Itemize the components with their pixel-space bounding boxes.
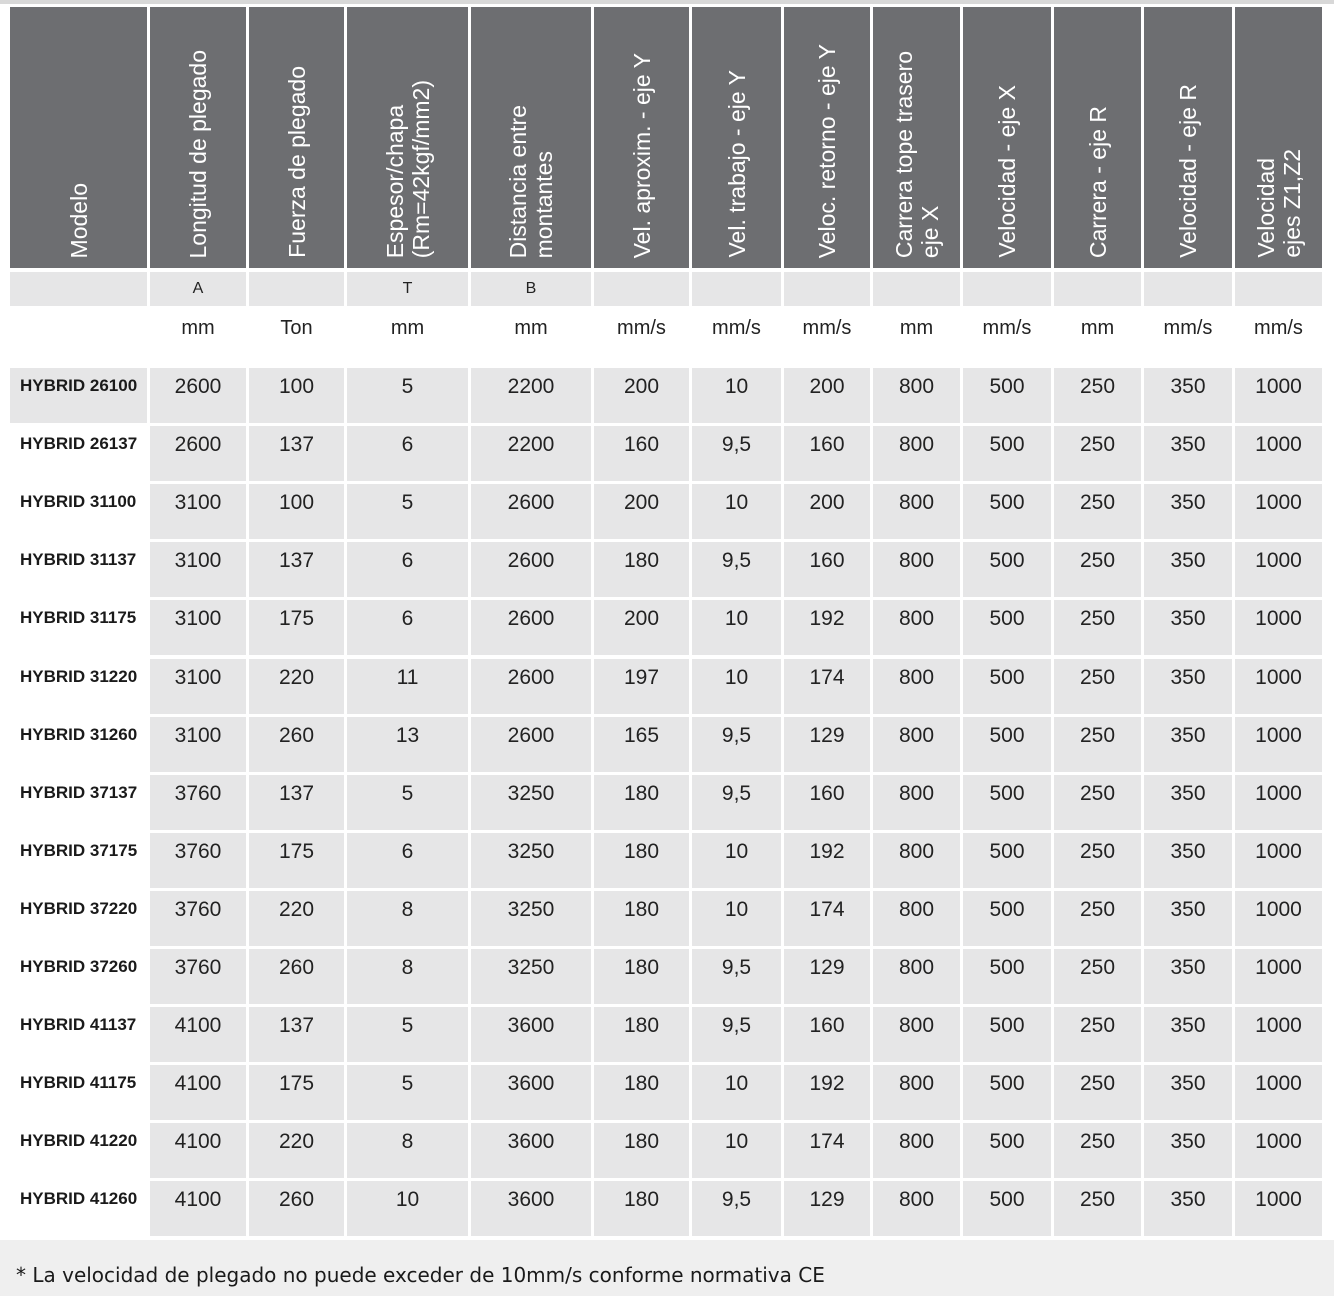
table-cell: 2600 [150,426,246,481]
table-cell: 192 [784,833,870,888]
table-cell: 250 [1054,368,1141,423]
table-cell: 9,5 [692,542,781,597]
table-cell: 192 [784,600,870,655]
table-cell: 1000 [1235,1181,1322,1236]
table-cell: 1000 [1235,368,1322,423]
table-cell: 500 [963,368,1051,423]
table-cell: 175 [249,833,344,888]
table-cell: 500 [963,659,1051,714]
column-header-label: Espesor/chapa (Rm=42kgf/mm2) [381,79,434,258]
table-cell: 137 [249,1007,344,1062]
column-header [963,7,1051,268]
column-header-label: Carrera tope trasero eje X [890,50,943,258]
table-cell: 3250 [471,833,591,888]
column-header [249,7,344,268]
table-cell: 137 [249,775,344,830]
table-cell: 180 [594,1123,689,1178]
table-cell: 800 [873,484,960,539]
table-cell: 250 [1054,949,1141,1004]
table-cell: 250 [1054,1065,1141,1120]
table-cell: 10 [692,600,781,655]
dimension-letter-cell [873,272,960,306]
column-header-label: Veloc. retorno - eje Y [814,43,840,258]
table-cell: 5 [347,368,468,423]
table-cell: 3250 [471,775,591,830]
table-cell: 1000 [1235,484,1322,539]
table-cell: 4100 [150,1065,246,1120]
table-cell: 4100 [150,1007,246,1062]
table-cell: 9,5 [692,1007,781,1062]
unit-cell: mm/s [802,316,852,339]
dimension-letter-cell [1054,272,1141,306]
unit-cell: mm [181,316,215,339]
table-cell: 500 [963,949,1051,1004]
table-cell: 180 [594,775,689,830]
table-cell: 800 [873,1065,960,1120]
table-cell: 2600 [471,659,591,714]
table-cell: 175 [249,600,344,655]
table-cell: 5 [347,775,468,830]
table-cell: 197 [594,659,689,714]
table-cell: 175 [249,1065,344,1120]
model-name: HYBRID 41175 [20,1073,137,1092]
table-cell: 800 [873,426,960,481]
model-name: HYBRID 31260 [20,725,138,744]
table-cell: 800 [873,1007,960,1062]
table-cell: 800 [873,1181,960,1236]
dimension-letter-cell [1235,272,1322,306]
table-cell: 180 [594,1007,689,1062]
table-cell: 3250 [471,891,591,946]
table-cell: 260 [249,717,344,772]
table-cell: 5 [347,484,468,539]
table-cell: 250 [1054,600,1141,655]
unit-cell: mm/s [1254,316,1303,339]
column-header [10,7,147,268]
table-cell: 4100 [150,1181,246,1236]
table-cell: 2600 [471,484,591,539]
table-cell: 3250 [471,949,591,1004]
column-header-label: Velocidad - eje R [1175,84,1201,258]
table-cell: 11 [347,659,468,714]
table-cell: 350 [1144,775,1232,830]
table-cell: 137 [249,542,344,597]
table-cell: 500 [963,1065,1051,1120]
table-cell: 6 [347,600,468,655]
table-cell: 250 [1054,833,1141,888]
table-cell: 350 [1144,426,1232,481]
table-cell: 350 [1144,717,1232,772]
table-cell: 350 [1144,659,1232,714]
dimension-letter-cell [594,272,689,306]
column-header-label: Fuerza de plegado [283,66,310,258]
table-cell: 2200 [471,426,591,481]
table-cell: 250 [1054,542,1141,597]
column-header [471,7,591,268]
table-cell: 3760 [150,775,246,830]
table-cell: 180 [594,949,689,1004]
table-cell: 220 [249,891,344,946]
table-cell: 500 [963,833,1051,888]
column-header [784,7,870,268]
table-cell: 500 [963,542,1051,597]
table-cell: 129 [784,717,870,772]
unit-cell: mm [514,316,548,339]
table-cell: 1000 [1235,775,1322,830]
table-cell: 250 [1054,1181,1141,1236]
table-cell: 2600 [471,542,591,597]
table-cell: 250 [1054,891,1141,946]
table-cell: 200 [784,368,870,423]
table-cell: 8 [347,1123,468,1178]
table-cell: 350 [1144,891,1232,946]
table-cell: 350 [1144,368,1232,423]
table-cell: 500 [963,717,1051,772]
table-cell: 250 [1054,717,1141,772]
model-name: HYBRID 41220 [20,1131,138,1150]
model-name: HYBRID 37260 [20,957,138,976]
table-cell: 5 [347,1007,468,1062]
table-cell: 10 [347,1181,468,1236]
table-cell: 4100 [150,1123,246,1178]
table-cell: 129 [784,949,870,1004]
table-cell: 180 [594,891,689,946]
unit-cell: mm/s [712,316,761,339]
table-cell: 250 [1054,484,1141,539]
table-cell: 250 [1054,1007,1141,1062]
table-cell: 250 [1054,775,1141,830]
table-cell: 350 [1144,1065,1232,1120]
table-cell: 9,5 [692,717,781,772]
table-cell: 160 [784,542,870,597]
table-cell: 10 [692,891,781,946]
table-cell: 220 [249,659,344,714]
table-cell: 250 [1054,426,1141,481]
column-header [150,7,246,268]
table-cell: 10 [692,1123,781,1178]
unit-cell: mm/s [617,316,666,339]
table-cell: 260 [249,1181,344,1236]
model-name: HYBRID 26137 [20,434,138,453]
table-cell: 200 [594,484,689,539]
table-cell: 1000 [1235,717,1322,772]
table-cell: 9,5 [692,426,781,481]
column-header-label: Velocidad ejes Z1,Z2 [1252,149,1305,258]
column-header [347,7,468,268]
dimension-letter-cell [249,272,344,306]
column-header [1144,7,1232,268]
table-cell: 6 [347,542,468,597]
table-cell: 10 [692,833,781,888]
table-cell: 100 [249,484,344,539]
table-cell: 1000 [1235,891,1322,946]
table-cell: 1000 [1235,659,1322,714]
table-cell: 800 [873,949,960,1004]
table-cell: 3100 [150,659,246,714]
top-rule [0,0,1334,4]
table-cell: 2200 [471,368,591,423]
column-header-label: Distancia entre montantes [505,104,557,258]
column-header [873,7,960,268]
table-cell: 137 [249,426,344,481]
unit-cell: mm/s [1163,316,1213,339]
table-cell: 2600 [150,368,246,423]
table-cell: 800 [873,659,960,714]
table-cell: 1000 [1235,949,1322,1004]
table-cell: 1000 [1235,1065,1322,1120]
table-cell: 160 [594,426,689,481]
table-cell: 180 [594,1065,689,1120]
column-header [1235,7,1322,268]
table-cell: 1000 [1235,1007,1322,1062]
model-name: HYBRID 26100 [10,368,147,423]
table-cell: 800 [873,833,960,888]
column-header [1054,7,1141,268]
table-cell: 350 [1144,1007,1232,1062]
dimension-letter-cell: A [150,272,246,306]
table-cell: 9,5 [692,1181,781,1236]
column-header-label: Carrera - eje R [1084,105,1111,258]
dimension-letter-cell [692,272,781,306]
table-cell: 350 [1144,949,1232,1004]
unit-cell: mm [390,316,425,339]
table-cell: 192 [784,1065,870,1120]
column-header [594,7,689,268]
table-cell: 250 [1054,659,1141,714]
table-cell: 6 [347,833,468,888]
table-cell: 800 [873,1123,960,1178]
table-cell: 500 [963,426,1051,481]
table-cell: 500 [963,1123,1051,1178]
dimension-letter-cell: B [471,272,591,306]
table-cell: 250 [1054,1123,1141,1178]
model-name: HYBRID 37137 [20,783,138,802]
table-cell: 160 [784,426,870,481]
table-cell: 1000 [1235,833,1322,888]
table-cell: 3100 [150,542,246,597]
table-cell: 800 [873,600,960,655]
model-name: HYBRID 37220 [20,899,138,918]
column-header-label: Vel. trabajo - eje Y [723,70,750,258]
table-cell: 3760 [150,891,246,946]
table-cell: 500 [963,484,1051,539]
table-cell: 3100 [150,600,246,655]
table-cell: 165 [594,717,689,772]
model-name: HYBRID 31175 [20,608,137,627]
table-cell: 10 [692,368,781,423]
column-header-label: Longitud de plegado [185,49,211,258]
unit-cell [10,310,147,346]
table-cell: 1000 [1235,542,1322,597]
column-header-label: Modelo [65,182,92,258]
table-cell: 174 [784,891,870,946]
unit-cell: mm/s [982,316,1032,339]
model-name: HYBRID 41260 [20,1189,138,1208]
table-cell: 174 [784,1123,870,1178]
table-cell: 260 [249,949,344,1004]
table-cell: 350 [1144,1123,1232,1178]
table-cell: 3600 [471,1007,591,1062]
table-cell: 3760 [150,949,246,1004]
table-cell: 6 [347,426,468,481]
dimension-letter-cell [784,272,870,306]
table-cell: 500 [963,600,1051,655]
table-cell: 9,5 [692,775,781,830]
dimension-letter-cell [1144,272,1232,306]
table-cell: 129 [784,1181,870,1236]
table-cell: 5 [347,1065,468,1120]
table-cell: 180 [594,1181,689,1236]
dimension-letter-cell: T [347,272,468,306]
table-cell: 200 [784,484,870,539]
table-cell: 500 [963,775,1051,830]
dimension-letter-cell [10,272,147,306]
table-cell: 3100 [150,484,246,539]
table-cell: 1000 [1235,600,1322,655]
dimension-letter-cell [963,272,1051,306]
table-cell: 8 [347,891,468,946]
unit-cell: mm [1080,316,1115,339]
table-cell: 10 [692,659,781,714]
table-cell: 10 [692,1065,781,1120]
table-cell: 3760 [150,833,246,888]
table-cell: 350 [1144,542,1232,597]
model-name: HYBRID 31100 [20,492,137,511]
table-cell: 1000 [1235,426,1322,481]
table-cell: 2600 [471,717,591,772]
table-cell: 180 [594,833,689,888]
model-name: HYBRID 31137 [20,550,137,569]
table-cell: 350 [1144,833,1232,888]
table-cell: 1000 [1235,1123,1322,1178]
model-name: HYBRID 37175 [20,841,138,860]
table-cell: 800 [873,717,960,772]
table-cell: 3600 [471,1065,591,1120]
table-cell: 3600 [471,1123,591,1178]
footnote: * La velocidad de plegado no puede exceder de 10mm/s conforme normativa CE [16,1263,825,1287]
table-cell: 500 [963,891,1051,946]
table-cell: 174 [784,659,870,714]
table-cell: 10 [692,484,781,539]
table-cell: 350 [1144,484,1232,539]
column-header-label: Velocidad - eje X [994,85,1020,258]
table-cell: 100 [249,368,344,423]
table-cell: 800 [873,775,960,830]
table-cell: 160 [784,775,870,830]
table-cell: 220 [249,1123,344,1178]
table-cell: 3600 [471,1181,591,1236]
table-cell: 3100 [150,717,246,772]
table-cell: 8 [347,949,468,1004]
model-name: HYBRID 31220 [20,667,138,686]
table-cell: 500 [963,1181,1051,1236]
table-cell: 500 [963,1007,1051,1062]
table-cell: 9,5 [692,949,781,1004]
table-cell: 350 [1144,1181,1232,1236]
table-cell: 800 [873,368,960,423]
unit-cell: Ton [280,316,313,339]
table-cell: 2600 [471,600,591,655]
table-cell: 13 [347,717,468,772]
column-header [692,7,781,268]
table-cell: 800 [873,891,960,946]
table-cell: 350 [1144,600,1232,655]
unit-cell: mm [899,316,934,339]
table-cell: 800 [873,542,960,597]
table-cell: 200 [594,600,689,655]
table-cell: 180 [594,542,689,597]
table-cell: 160 [784,1007,870,1062]
table-cell: 200 [594,368,689,423]
column-header-label: Vel. aproxim. - eje Y [628,52,655,258]
model-name: HYBRID 41137 [20,1015,137,1034]
